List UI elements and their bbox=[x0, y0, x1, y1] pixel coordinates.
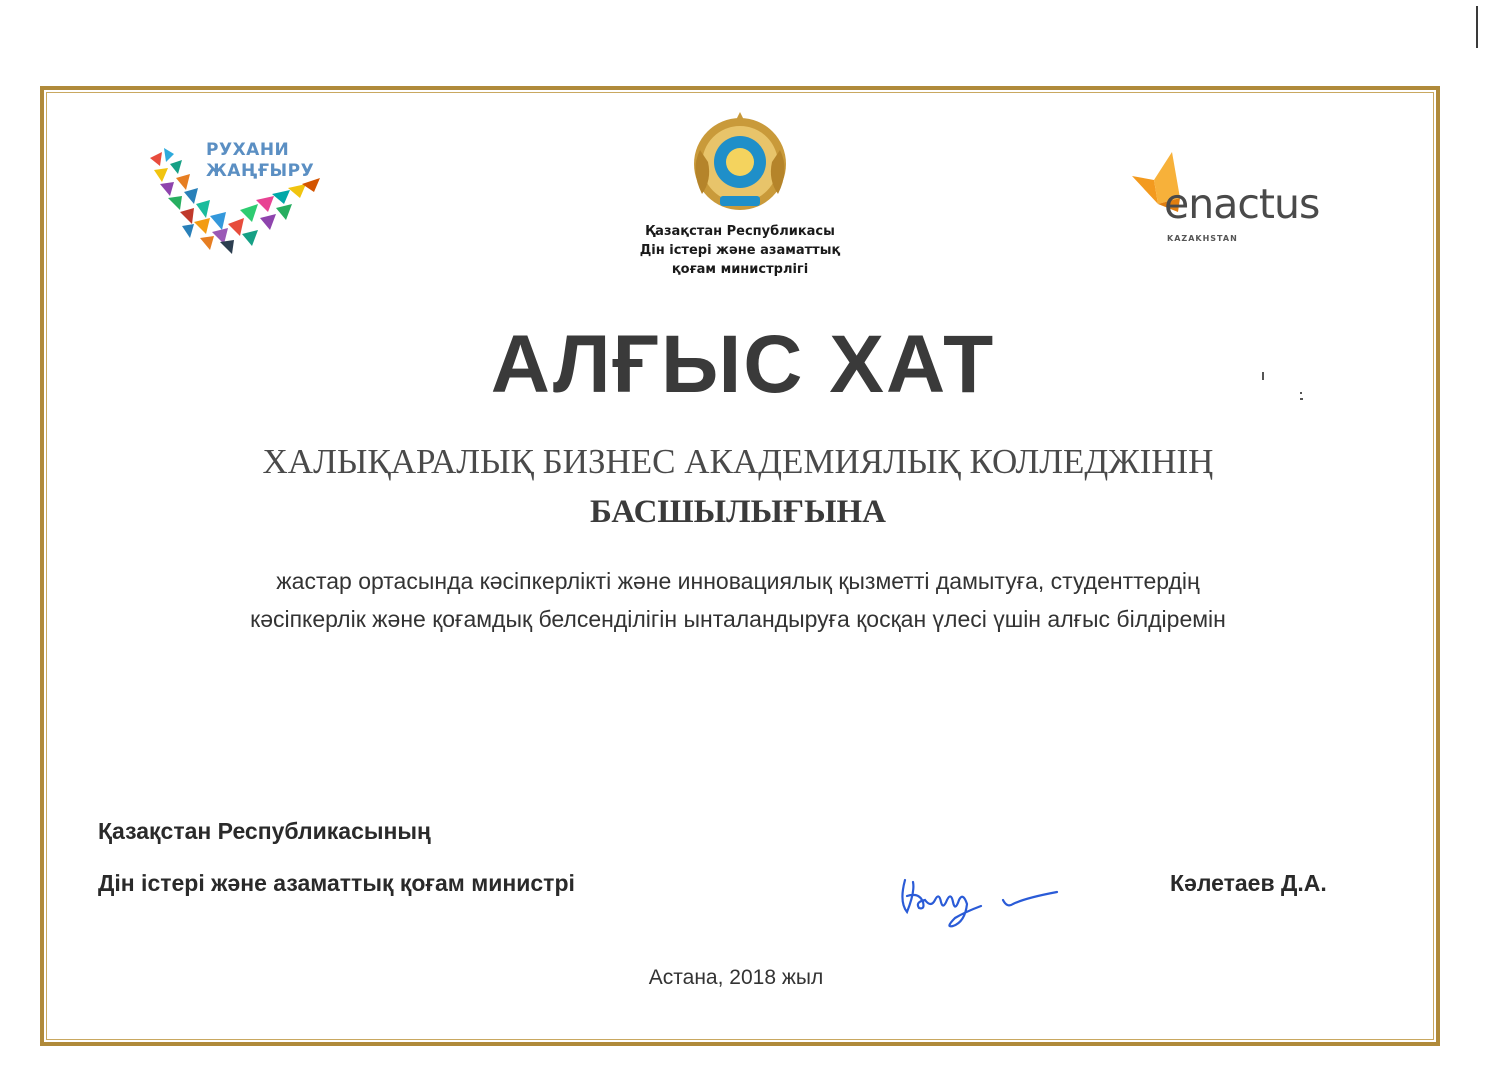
scan-speck bbox=[1262, 372, 1264, 380]
gratitude-line-2: кәсіпкерлік және қоғамдық белсенділігін ынталандыруға қосқан үлесі үшін алғыс білдіремін bbox=[250, 606, 1226, 632]
scan-edge-mark bbox=[1476, 6, 1478, 48]
signatory-role-line-1: Қазақстан Республикасының bbox=[98, 818, 431, 844]
signatory-name: Кәлетаев Д.А. bbox=[1170, 870, 1327, 896]
rukhani-logo-text bbox=[206, 140, 314, 182]
recipient-line-1: ХАЛЫҚАРАЛЫҚ БИЗНЕС АКАДЕМИЯЛЫҚ КОЛЛЕДЖІНІҢ bbox=[262, 442, 1214, 481]
gratitude-line-1: жастар ортасында кәсіпкерлікті және инновациялық қызметті дамытуға, студенттердің bbox=[276, 568, 1200, 594]
state-emblem-block bbox=[590, 110, 890, 279]
state-emblem-icon bbox=[686, 110, 794, 214]
rukhani-line-1: РУХАНИ bbox=[206, 140, 290, 160]
scan-speck bbox=[1300, 392, 1302, 394]
ministry-caption: Қазақстан Республикасы Дін істері және азаматтық қоғам министрлігі bbox=[639, 224, 841, 277]
certificate-title: АЛҒЫС ХАТ bbox=[490, 319, 996, 410]
scan-speck bbox=[1300, 398, 1303, 400]
enactus-subtitle: KAZAKHSTAN bbox=[1167, 234, 1238, 243]
handwritten-signature bbox=[885, 862, 1070, 942]
signatory-role-line-2: Дін істері және азаматтық қоғам министрі bbox=[98, 870, 575, 896]
place-date: Астана, 2018 жыл bbox=[648, 966, 824, 989]
rukhani-line-2: ЖАҢҒЫРУ bbox=[206, 161, 315, 181]
gratitude-text bbox=[100, 562, 1376, 638]
enactus-wordmark: enactus bbox=[1164, 180, 1320, 228]
recipient-line-2: БАСШЫЛЫҒЫНА bbox=[590, 494, 886, 530]
